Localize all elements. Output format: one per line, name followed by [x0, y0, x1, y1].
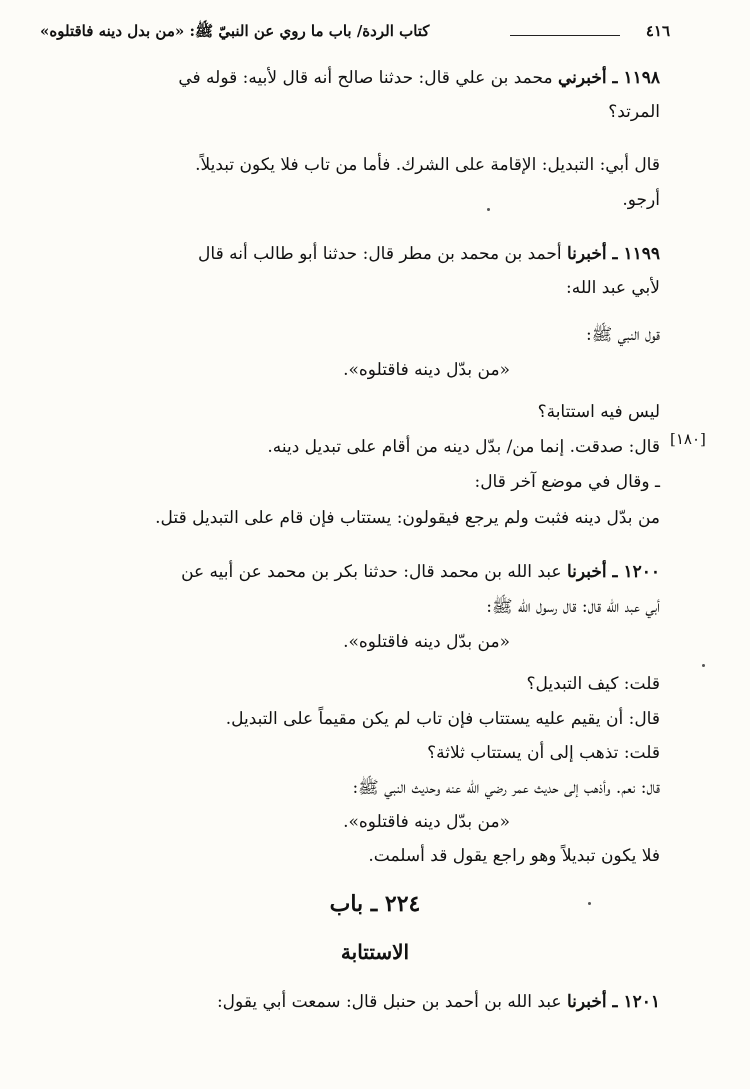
hadith-1199-line-8: من بدّل دينه فثبت ولم يرجع فيقولون: يستتاب فإن قام على التبديل قتل. — [155, 508, 660, 528]
hadith-1200-line-6: قلت: تذهب إلى أن يستتاب ثلاثة؟ — [427, 743, 660, 763]
hadith-1200-line-5: قال: أن يقيم عليه يستتاب فإن تاب لم يكن مقيماً على التبديل. — [225, 709, 660, 729]
margin-folio-note: [١٨٠] — [670, 430, 706, 448]
hadith-number-1201: ١٢٠١ ـ أخبرنا — [566, 992, 660, 1012]
hadith-number-1200: ١٢٠٠ ـ أخبرنا — [566, 562, 660, 582]
hadith-1201-line-1: ١٢٠١ ـ أخبرنا عبد الله بن أحمد بن حنبل قال: سمعت أبي يقول: — [216, 992, 660, 1012]
hadith-1198-line-2: المرتد؟ — [608, 102, 660, 122]
page-number: ٤١٦ — [645, 22, 670, 40]
hadith-1199-line-1: ١١٩٩ ـ أخبرنا أحمد بن محمد بن مطر قال: حدثنا أبو طالب أنه قال — [198, 244, 660, 264]
running-title: كتاب الردة/ باب ما روي عن النبيّ ﷺ: «من بدل دينه فاقتلوه» — [40, 22, 430, 40]
hadith-number-1198: ١١٩٨ ـ أخبرني — [558, 68, 660, 88]
chapter-title: الاستتابة — [340, 940, 410, 964]
hadith-1200-line-9: فلا يكون تبديلاً وهو راجع يقول قد أسلمت. — [368, 846, 660, 866]
hadith-quote: «من بدّل دينه فاقتلوه». — [343, 360, 510, 380]
hadith-1200-line-2: أبي عبد الله قال: قال رسول الله ﷺ: — [486, 597, 660, 617]
hadith-1199-line-2: لأبي عبد الله: — [566, 278, 660, 298]
hadith-1198-answer-line-2: أرجو. — [622, 190, 660, 210]
header-rule — [510, 35, 620, 36]
hadith-1199-line-6: قال: صدقت. إنما من/ بدّل دينه من أقام على تبديل دينه. — [267, 437, 660, 457]
scan-speck — [702, 664, 705, 667]
hadith-1198-answer-line-1: قال أبي: التبديل: الإقامة على الشرك. فأما من تاب فلا يكون تبديلاً. — [195, 155, 660, 175]
hadith-quote: «من بدّل دينه فاقتلوه». — [343, 632, 510, 652]
hadith-1200-line-4: قلت: كيف التبديل؟ — [526, 674, 660, 694]
scan-speck — [588, 902, 591, 905]
hadith-quote: «من بدّل دينه فاقتلوه». — [343, 812, 510, 832]
hadith-1199-line-5: ليس فيه استتابة؟ — [537, 402, 660, 422]
hadith-1199-line-3: قول النبي ﷺ: — [586, 325, 660, 345]
running-header — [40, 22, 670, 48]
hadith-number-1199: ١١٩٩ ـ أخبرنا — [566, 244, 660, 264]
hadith-1200-line-7: قال: نعم. وأذهب إلى حديث عمر رضي الله عنه وحديث النبي ﷺ: — [352, 778, 660, 798]
hadith-1198-line-1: ١١٩٨ ـ أخبرني محمد بن علي قال: حدثنا صالح أنه قال لأبيه: قوله في — [178, 68, 660, 88]
hadith-1200-line-1: ١٢٠٠ ـ أخبرنا عبد الله بن محمد قال: حدثنا بكر بن محمد عن أبيه عن — [181, 562, 660, 582]
scan-speck — [487, 208, 490, 211]
hadith-1199-line-7: ـ وقال في موضع آخر قال: — [474, 472, 660, 492]
chapter-heading: ٢٢٤ ـ باب — [329, 891, 421, 917]
